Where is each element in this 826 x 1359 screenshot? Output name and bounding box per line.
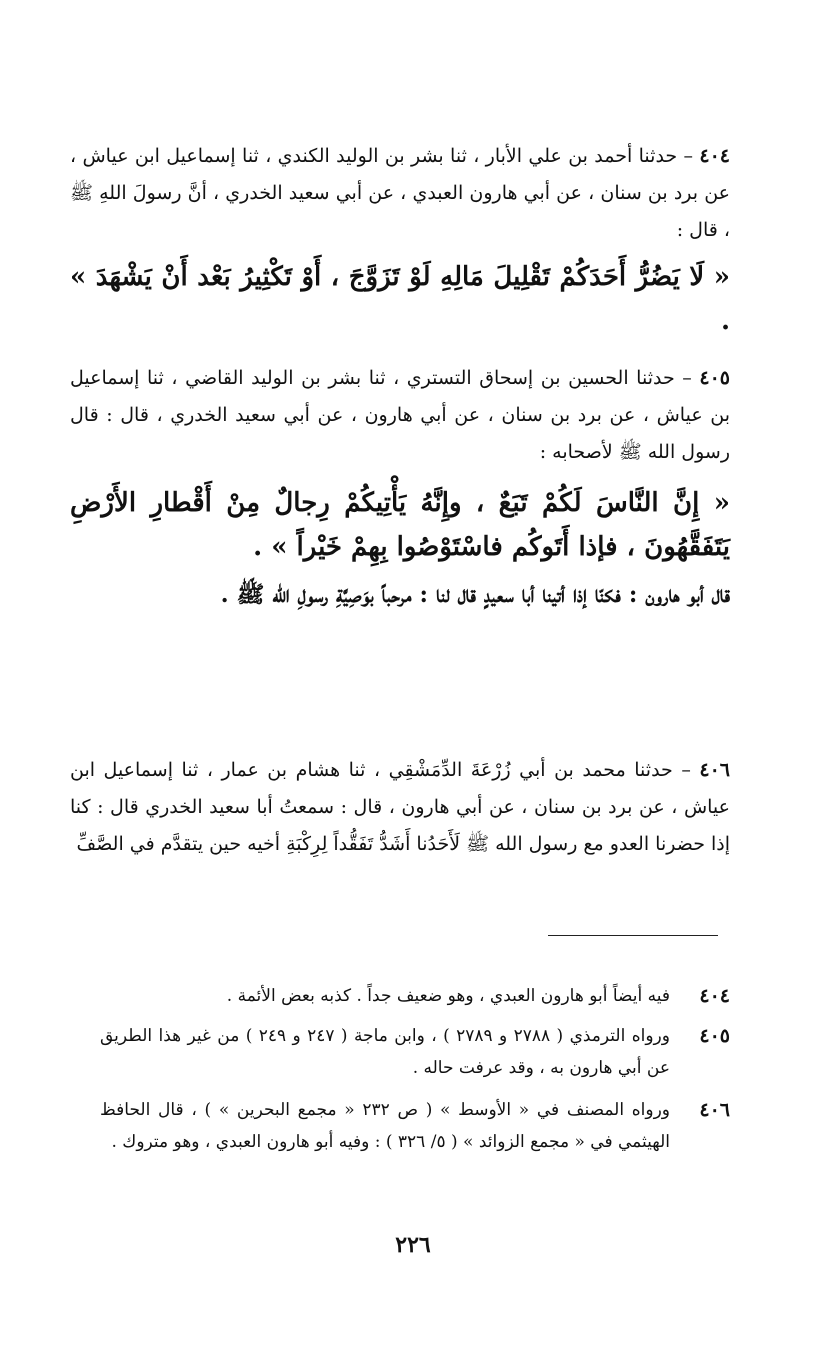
hadith-405 <box>70 360 730 617</box>
hadith-406 <box>70 752 730 863</box>
isnad-text: حدثنا محمد بن أبي زُرْعَةَ الدِّمَشْقِي ، ثنا هشام بن عمار ، ثنا إسماعيل ابن عياش ، عن برد بن سنان ، عن أبي هارون ، قال : سمعتُ أبا سعيد الخدري قال : كنا إذا حضرنا العدو مع رسول الله ﷺ لَأَحَدُنا أَشَدُّ تَفَقُّداً لِرِكْبَةِ أخيه حين يتقدَّم في الصَّفِّ <box>70 759 730 855</box>
hadith-isnad: ٤٠٤ – حدثنا أحمد بن علي الأبار ، ثنا بشر بن الوليد الكندي ، ثنا إسماعيل ابن عياش ، عن برد بن سنان ، عن أبي هارون العبدي ، عن أبي سعيد الخدري ، أنَّ رسولَ اللهِ ﷺ ، قال : <box>70 145 731 241</box>
footnote-405 <box>100 1020 730 1084</box>
footnote-number: ٤٠٤ <box>699 985 730 1007</box>
page-number: ٢٢٦ <box>395 1232 431 1258</box>
hadith-matn: « إِنَّ النَّاسَ لَكُمْ تَبَعٌ ، وإِنَّهُ يَأْتِيكُمْ رِجالٌ مِنْ أَقْطارِ الأَرْضِ يَتَفَقَّهُونَ ، فإذا أَتَوكُم فاسْتَوْصُوا بِهِمْ خَيْراً » . <box>70 488 730 562</box>
hadith-commentary: قال أبو هارون : فكنّا إذا أتينا أبا سعيدٍ قال لنا : مرحباً بوَصِيَّةِ رسولِ الله ﷺ . <box>220 581 730 608</box>
footnote-separator <box>548 935 718 936</box>
isnad-text: حدثنا أحمد بن علي الأبار ، ثنا بشر بن الوليد الكندي ، ثنا إسماعيل ابن عياش ، عن برد بن سنان ، عن أبي هارون العبدي ، عن أبي سعيد الخدري ، أنَّ رسولَ اللهِ ﷺ ، قال : <box>70 145 730 241</box>
footnote-406 <box>100 1094 730 1158</box>
hadith-404 <box>70 138 730 343</box>
footnote-number: ٤٠٥ <box>699 1025 730 1047</box>
footnote-text: ورواه الترمذي ( ٢٧٨٨ و ٢٧٨٩ ) ، وابن ماجة ( ٢٤٧ و ٢٤٩ ) من غير هذا الطريق عن أبي هارون به ، وقد عرفت حاله . <box>100 1026 670 1078</box>
footnote-text: ورواه المصنف في « الأوسط » ( ص ٢٣٢ « مجمع البحرين » ) ، قال الحافظ الهيثمي في « مجمع الزوائد » ( ٥/ ٣٢٦ ) : وفيه أبو هارون العبدي ، وهو متروك . <box>100 1100 670 1152</box>
hadith-number: ٤٠٤ <box>699 145 731 167</box>
hadith-isnad: ٤٠٥ – حدثنا الحسين بن إسحاق التستري ، ثنا بشر بن الوليد القاضي ، ثنا إسماعيل بن عياش ، عن برد بن سنان ، عن أبي هارون ، عن أبي سعيد الخدري ، قال : قال رسول الله ﷺ لأصحابه : <box>70 367 730 463</box>
hadith-matn: « لَا يَضُرُّ أَحَدَكُمْ تَقْلِيلَ مَالِهِ لَوْ تَزَوَّجَ ، أَوْ تَكْثِيرُ بَعْد أَنْ يَشْهَدَ » . <box>70 262 730 336</box>
footnote-number: ٤٠٦ <box>699 1099 730 1121</box>
footnote-404 <box>100 980 730 1012</box>
isnad-text: حدثنا الحسين بن إسحاق التستري ، ثنا بشر بن الوليد القاضي ، ثنا إسماعيل بن عياش ، عن برد بن سنان ، عن أبي هارون ، عن أبي سعيد الخدري ، قال : قال رسول الله ﷺ لأصحابه : <box>70 367 730 463</box>
hadith-number: ٤٠٦ <box>699 759 730 781</box>
hadith-isnad: ٤٠٦ – حدثنا محمد بن أبي زُرْعَةَ الدِّمَشْقِي ، ثنا هشام بن عمار ، ثنا إسماعيل ابن عياش ، عن برد بن سنان ، عن أبي هارون ، قال : سمعتُ أبا سعيد الخدري قال : كنا إذا حضرنا العدو مع رسول الله ﷺ لَأَحَدُنا أَشَدُّ تَفَقُّداً لِرِكْبَةِ أخيه حين يتقدَّم في الصَّفِّ <box>70 759 730 855</box>
footnote-text: فيه أيضاً أبو هارون العبدي ، وهو ضعيف جداً . كذبه بعض الأئمة . <box>226 986 670 1006</box>
hadith-number: ٤٠٥ <box>699 367 730 389</box>
